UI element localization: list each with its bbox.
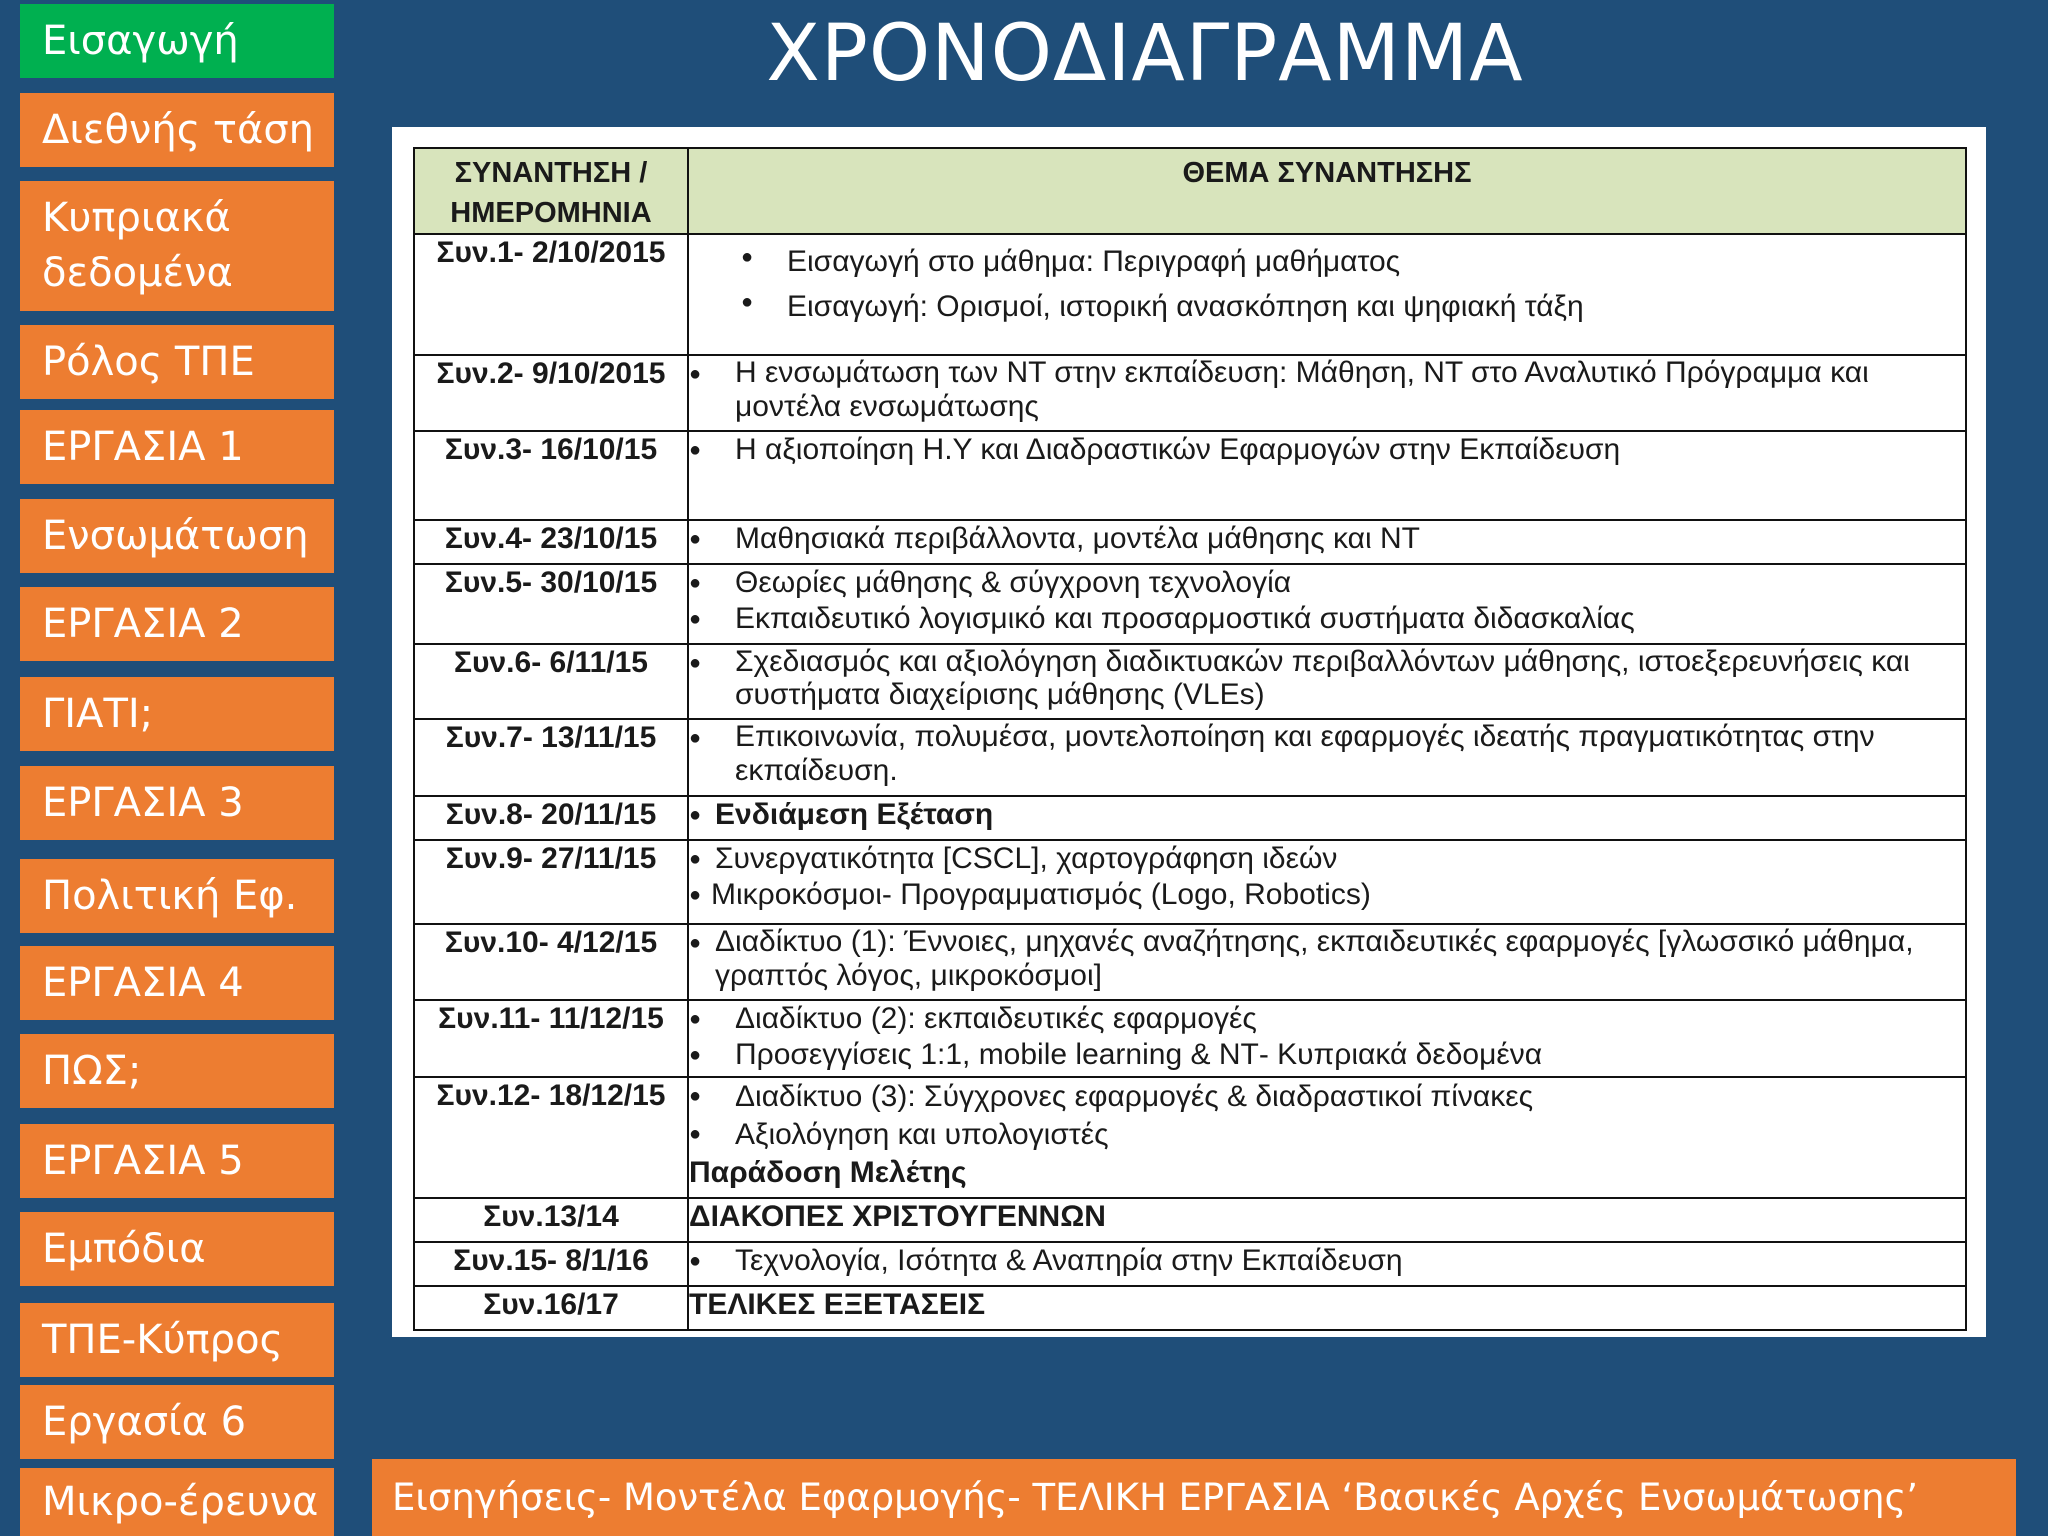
table-row — [414, 924, 1966, 1000]
meeting-topic — [688, 234, 1966, 355]
topic-item: ● Εκπαιδευτικό λογισμικό και προσαρμοστικά συστήματα διδασκαλίας — [689, 601, 1965, 637]
meeting-date: Συν.5- 30/10/15 — [414, 564, 688, 644]
table-row — [414, 355, 1966, 431]
nav-button-cyprus-data[interactable] — [20, 181, 334, 311]
table-row — [414, 1077, 1966, 1198]
nav-button-label: ΤΠΕ-Κύπρος — [42, 1316, 284, 1363]
meeting-topic — [688, 564, 1966, 644]
topic-item: ● Επικοινωνία, πολυμέσα, μοντελοποίηση και εφαρμογές ιδεατής πραγματικότητας στην εκπαίδευση. — [689, 720, 1965, 788]
meeting-topic — [688, 431, 1966, 520]
slide-title: ΧΡΟΝΟΔΙΑΓΡΑΜΜΑ — [766, 9, 1524, 99]
deliverable-note: Παράδοση Μελέτης — [689, 1156, 967, 1189]
table-row — [414, 719, 1966, 796]
table-header-row — [414, 148, 1966, 234]
topic-item: ● Η αξιοποίηση Η.Υ και Διαδραστικών Εφαρμογών στην Εκπαίδευση — [689, 432, 1965, 468]
table-row — [414, 431, 1966, 520]
table-row — [414, 564, 1966, 644]
meeting-date: Συν.12- 18/12/15 — [414, 1077, 688, 1198]
nav-button-label: Εμπόδια — [42, 1225, 206, 1272]
nav-button-label: ΓΙΑΤΙ; — [42, 690, 154, 737]
slide-navigation — [0, 0, 340, 1536]
meeting-date: Συν.4- 23/10/15 — [414, 520, 688, 564]
schedule-table — [413, 147, 1967, 1331]
nav-button-label: ΕΡΓΑΣΙΑ 4 — [42, 959, 244, 1006]
nav-button-label: Πολιτική Εφ. — [42, 872, 298, 919]
nav-button-label: ΕΡΓΑΣΙΑ 5 — [42, 1137, 244, 1184]
topic-item: ● Μαθησιακά περιβάλλοντα, μοντέλα μάθησης και ΝΤ — [689, 521, 1965, 557]
table-row — [414, 644, 1966, 719]
topic-item: ● Η ενσωμάτωση των ΝΤ στην εκπαίδευση: Μάθηση, ΝΤ στο Αναλυτικό Πρόγραμμα και μοντέλα ενσωμάτωσης — [689, 356, 1965, 424]
nav-button-label: Διεθνής τάση — [42, 106, 315, 153]
meeting-topic — [688, 840, 1966, 924]
topic-item: ● Τεχνολογία, Ισότητα & Αναπηρία στην Εκπαίδευση — [689, 1243, 1965, 1279]
nav-button-label: Ρόλος ΤΠΕ — [42, 338, 255, 385]
nav-button-why[interactable] — [20, 677, 334, 751]
meeting-topic — [688, 796, 1966, 840]
meeting-topic — [688, 355, 1966, 431]
meeting-topic — [688, 719, 1966, 796]
topic-item: ● Συνεργατικότητα [CSCL], χαρτογράφηση ιδεών — [689, 841, 1965, 877]
topic-item: ● Εισαγωγή στο μάθημα: Περιγραφή μαθήματος — [741, 239, 1965, 284]
nav-button-international-trend[interactable] — [20, 93, 334, 167]
table-row — [414, 1286, 1966, 1330]
nav-button-assignment-5[interactable] — [20, 1124, 334, 1198]
topic-item: ● Θεωρίες μάθησης & σύγχρονη τεχνολογία — [689, 565, 1965, 601]
topic-item: ● Μικροκόσμοι- Προγραμματισμός (Logo, Robotics) — [689, 877, 1965, 913]
nav-button-assignment-3[interactable] — [20, 766, 334, 840]
nav-button-assignment-2[interactable] — [20, 587, 334, 661]
nav-button-label: Κυπριακά δεδομένα — [42, 195, 233, 296]
table-row — [414, 1198, 1966, 1242]
nav-button-assignment-1[interactable] — [20, 410, 334, 484]
meeting-topic — [688, 644, 1966, 719]
topic-item: ● Αξιολόγηση και υπολογιστές — [689, 1116, 1965, 1154]
header-meeting-date — [414, 148, 688, 234]
table-row — [414, 840, 1966, 924]
final-exams-heading: ΤΕΛΙΚΕΣ ΕΞΕΤΑΣΕΙΣ — [688, 1286, 1966, 1330]
header-meeting-date-text: ΣΥΝΑΝΤΗΣΗ / ΗΜΕΡΟΜΗΝΙΑ — [450, 157, 652, 229]
nav-button-label: Ενσωμάτωση — [42, 512, 309, 559]
table-row — [414, 1242, 1966, 1286]
nav-button-label: ΕΡΓΑΣΙΑ 3 — [42, 779, 244, 826]
meeting-date: Συν.3- 16/10/15 — [414, 431, 688, 520]
nav-button-how[interactable] — [20, 1034, 334, 1108]
nav-button-policy[interactable] — [20, 859, 334, 933]
nav-button-integration[interactable] — [20, 499, 334, 573]
topic-item: ● Διαδίκτυο (3): Σύγχρονες εφαρμογές & διαδραστικοί πίνακες — [689, 1078, 1965, 1116]
table-row — [414, 520, 1966, 564]
meeting-date: Συν.6- 6/11/15 — [414, 644, 688, 719]
header-topic: ΘΕΜΑ ΣΥΝΑΝΤΗΣΗΣ — [688, 148, 1966, 234]
nav-button-ict-cyprus[interactable] — [20, 1303, 334, 1377]
meeting-topic — [688, 520, 1966, 564]
meeting-topic — [688, 1077, 1966, 1198]
nav-button-assignment-6[interactable] — [20, 1385, 334, 1459]
meeting-date: Συν.16/17 — [414, 1286, 688, 1330]
topic-item: ● Διαδίκτυο (1): Έννοιες, μηχανές αναζήτησης, εκπαιδευτικές εφαρμογές [γλωσσικό μάθημα, γραπτός λόγος, μικροκόσμοι] — [689, 925, 1965, 993]
nav-button-label: Εργασία 6 — [42, 1398, 247, 1445]
table-row — [414, 796, 1966, 840]
table-row — [414, 1000, 1966, 1077]
schedule-table-image — [392, 127, 1986, 1337]
meeting-date: Συν.1- 2/10/2015 — [414, 234, 688, 355]
topic-item: ● Προσεγγίσεις 1:1, mobile learning & ΝΤ- Κυπριακά δεδομένα — [689, 1037, 1965, 1073]
meeting-date: Συν.10- 4/12/15 — [414, 924, 688, 1000]
meeting-topic — [688, 1000, 1966, 1077]
nav-button-label: ΠΩΣ; — [42, 1047, 142, 1094]
meeting-date: Συν.13/14 — [414, 1198, 688, 1242]
topic-item: ● Ενδιάμεση Εξέταση — [689, 797, 1965, 833]
meeting-date: Συν.11- 11/12/15 — [414, 1000, 688, 1077]
nav-button-label: Μικρο-έρευνα — [42, 1478, 319, 1525]
meeting-topic — [688, 1242, 1966, 1286]
topic-item: ● Σχεδιασμός και αξιολόγηση διαδικτυακών περιβαλλόντων μάθησης, ιστοεξερευνήσεις και συστήματα διαχείρισης μάθησης (VLEs) — [689, 645, 1965, 711]
meeting-date: Συν.15- 8/1/16 — [414, 1242, 688, 1286]
nav-button-label: Εισαγωγή — [42, 17, 239, 64]
footer-banner: Εισηγήσεις- Μοντέλα Εφαρμογής- ΤΕΛΙΚΗ ΕΡΓΑΣΙΑ ‘Βασικές Αρχές Ενσωμάτωσης’ — [372, 1459, 2016, 1536]
topic-item: ● Διαδίκτυο (2): εκπαιδευτικές εφαρμογές — [689, 1001, 1965, 1037]
meeting-topic — [688, 924, 1966, 1000]
meeting-date: Συν.2- 9/10/2015 — [414, 355, 688, 431]
nav-button-label: ΕΡΓΑΣΙΑ 1 — [42, 423, 244, 470]
nav-button-assignment-4[interactable] — [20, 946, 334, 1020]
meeting-date: Συν.8- 20/11/15 — [414, 796, 688, 840]
nav-button-ict-role[interactable] — [20, 325, 334, 399]
nav-button-micro-research[interactable] — [20, 1468, 334, 1536]
holiday-heading: ΔΙΑΚΟΠΕΣ ΧΡΙΣΤΟΥΓΕΝΝΩΝ — [688, 1198, 1966, 1242]
meeting-date: Συν.9- 27/11/15 — [414, 840, 688, 924]
meeting-date: Συν.7- 13/11/15 — [414, 719, 688, 796]
table-row — [414, 234, 1966, 355]
nav-button-barriers[interactable] — [20, 1212, 334, 1286]
nav-button-label: ΕΡΓΑΣΙΑ 2 — [42, 600, 244, 647]
topic-item: ● Εισαγωγή: Ορισμοί, ιστορική ανασκόπηση και ψηφιακή τάξη — [741, 284, 1965, 329]
nav-button-intro[interactable] — [20, 4, 334, 78]
